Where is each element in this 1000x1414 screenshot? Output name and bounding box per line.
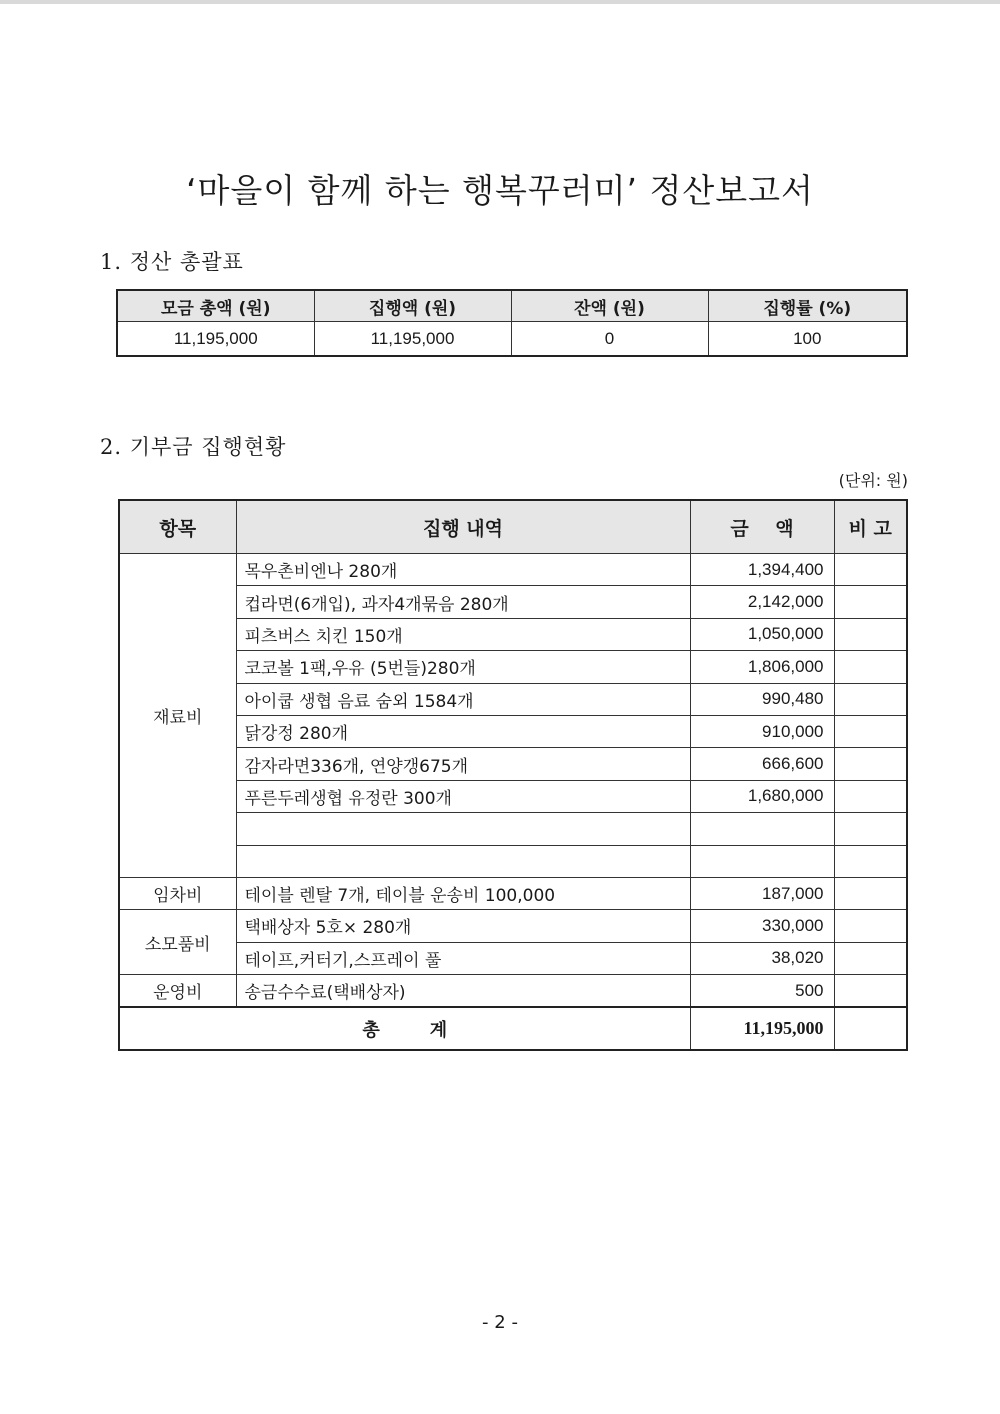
table-row [119,651,907,683]
header-amount: 금 액 [690,500,834,554]
row-note [834,780,907,812]
row-note [834,845,907,877]
value-execution-rate: 100 [708,322,907,357]
row-amount: 1,050,000 [690,618,834,650]
row-amount [690,845,834,877]
row-desc: 택배상자 5호× 280개 [236,910,690,942]
table-row [119,586,907,618]
row-desc [236,813,690,845]
header-balance: 잔액 (원) [511,290,708,322]
row-desc: 송금수수료(택배상자) [236,975,690,1008]
category-operations: 운영비 [119,975,236,1008]
row-note [834,554,907,586]
row-amount: 38,020 [690,942,834,974]
row-note [834,910,907,942]
category-rental: 임차비 [119,877,236,909]
row-amount: 187,000 [690,877,834,909]
category-materials: 재료비 [119,554,236,878]
row-note [834,813,907,845]
expense-table [118,499,908,1051]
row-desc: 테이블 렌탈 7개, 테이블 운송비 100,000 [236,877,690,909]
section2-heading: 2. 기부금 집행현황 [100,435,287,459]
summary-table [116,289,908,357]
row-note [834,715,907,747]
row-desc: 목우촌비엔나 280개 [236,554,690,586]
total-note [834,1007,907,1050]
value-total-raised: 11,195,000 [117,322,314,357]
row-note [834,683,907,715]
header-details: 집행 내역 [236,500,690,554]
total-row [119,1007,907,1050]
row-amount: 500 [690,975,834,1008]
row-amount: 1,806,000 [690,651,834,683]
row-desc [236,845,690,877]
value-spent: 11,195,000 [314,322,511,357]
table-row [119,683,907,715]
table-row [119,942,907,974]
row-amount: 330,000 [690,910,834,942]
summary-value-row [117,322,907,357]
unit-label: (단위: 원) [838,471,908,490]
row-note [834,748,907,780]
table-row [119,780,907,812]
value-balance: 0 [511,322,708,357]
row-amount: 990,480 [690,683,834,715]
category-supplies: 소모품비 [119,910,236,975]
summary-header-row [117,290,907,322]
table-row [119,748,907,780]
row-note [834,651,907,683]
page-top-edge [0,0,1000,4]
row-amount: 2,142,000 [690,586,834,618]
header-category: 항목 [119,500,236,554]
header-execution-rate: 집행률 (%) [708,290,907,322]
row-desc: 코코볼 1팩,우유 (5번들)280개 [236,651,690,683]
row-desc: 테이프,커터기,스프레이 풀 [236,942,690,974]
row-desc: 푸른두레생협 유정란 300개 [236,780,690,812]
row-desc: 아이쿱 생협 음료 숨외 1584개 [236,683,690,715]
table-row [119,910,907,942]
row-desc: 닭강정 280개 [236,715,690,747]
row-amount: 910,000 [690,715,834,747]
expense-header-row [119,500,907,554]
document-title: ‘마을이 함께 하는 행복꾸러미’ 정산보고서 [186,171,814,210]
header-note: 비 고 [834,500,907,554]
table-row [119,813,907,845]
row-amount: 1,394,400 [690,554,834,586]
table-row [119,715,907,747]
row-note [834,975,907,1008]
page-number: - 2 - [482,1312,518,1333]
row-amount: 666,600 [690,748,834,780]
header-total-raised: 모금 총액 (원) [117,290,314,322]
table-row [119,618,907,650]
section1-heading: 1. 정산 총괄표 [100,250,244,274]
table-row [119,845,907,877]
header-spent: 집행액 (원) [314,290,511,322]
table-row [119,554,907,586]
row-note [834,586,907,618]
row-note [834,942,907,974]
row-desc: 컵라면(6개입), 과자4개묶음 280개 [236,586,690,618]
row-note [834,618,907,650]
row-amount: 1,680,000 [690,780,834,812]
row-desc: 피츠버스 치킨 150개 [236,618,690,650]
row-amount [690,813,834,845]
row-desc: 감자라면336개, 연양갱675개 [236,748,690,780]
total-label: 총계 [119,1007,690,1050]
row-note [834,877,907,909]
table-row [119,877,907,909]
total-amount: 11,195,000 [690,1007,834,1050]
table-row [119,975,907,1008]
